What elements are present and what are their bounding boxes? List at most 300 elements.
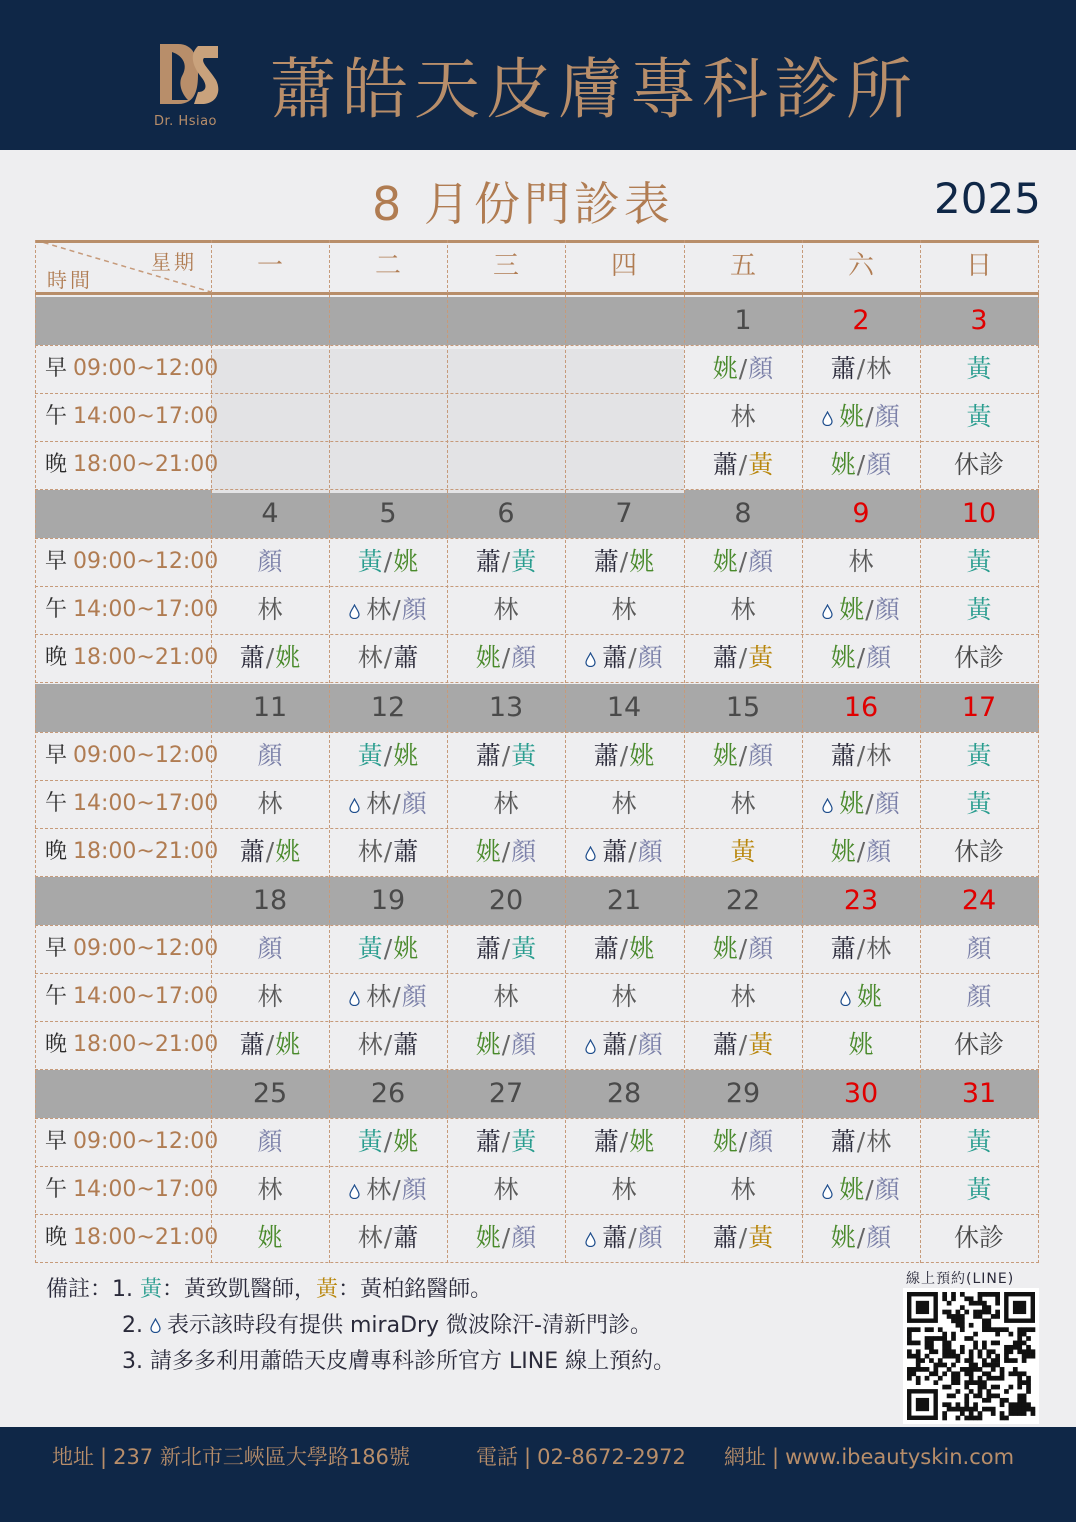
schedule-cell — [447, 1118, 565, 1166]
doctor-separator: / — [856, 643, 866, 672]
doctor-name: 黃 — [966, 402, 992, 431]
doctor-separator: / — [865, 789, 874, 818]
session-time: 18:00~21:00 — [73, 645, 219, 670]
date-number: 8 — [734, 498, 752, 529]
schedule-cell — [211, 586, 329, 634]
doctor-separator: / — [619, 741, 629, 770]
session-label — [45, 441, 219, 489]
doctor-name: 林 — [257, 982, 283, 1011]
date-number: 23 — [843, 885, 879, 916]
doctor-separator: / — [738, 1127, 748, 1156]
doctor-name: 林 — [357, 1030, 383, 1059]
doctor-separator: / — [383, 1223, 393, 1252]
session-time: 18:00~21:00 — [73, 1225, 219, 1250]
note-1-doctor-a: 黃 — [140, 1277, 163, 1302]
doctor-name: 蕭 — [593, 1127, 619, 1156]
schedule-cell — [684, 1214, 802, 1262]
doctor-name: 姚 — [475, 1030, 501, 1059]
doctor-name: 黃 — [966, 1175, 992, 1204]
weekday-header: 日 — [965, 251, 992, 281]
doctor-separator: / — [501, 643, 511, 672]
schedule-cell — [211, 828, 329, 876]
doctor-name: 蕭 — [475, 547, 501, 576]
doctor-separator: / — [738, 934, 748, 963]
doctor-separator: / — [619, 934, 629, 963]
water-drop-icon — [349, 604, 360, 619]
doctor-separator: / — [856, 741, 866, 770]
doctor-name: 黃 — [357, 741, 383, 770]
doctor-name: 黃 — [966, 741, 992, 770]
doctor-name: 黃 — [966, 547, 992, 576]
schedule-cell — [565, 538, 683, 586]
header-time-label: 時間 — [47, 268, 93, 292]
schedule-cell — [329, 925, 447, 973]
doctor-name: 蕭 — [475, 1127, 501, 1156]
doctor-name: 林 — [730, 982, 756, 1011]
weekday-header: 三 — [492, 251, 519, 281]
doctor-name: 姚 — [393, 741, 419, 770]
schedule-cell — [684, 538, 802, 586]
date-number: 10 — [961, 498, 997, 529]
session-label — [45, 1118, 219, 1166]
doctor-name: 姚 — [712, 547, 738, 576]
schedule-cell — [684, 1166, 802, 1214]
notes-prefix: 備註： — [46, 1277, 113, 1302]
phone-value[interactable]: 02-8672-2972 — [537, 1445, 686, 1469]
doctor-name: 蕭 — [602, 643, 628, 672]
doctor-name: 黃 — [748, 643, 774, 672]
doctor-name: 林 — [730, 595, 756, 624]
session-period: 早 — [45, 549, 68, 574]
schedule-cell — [802, 973, 920, 1021]
schedule-cell — [565, 634, 683, 682]
doctor-name: 姚 — [629, 934, 655, 963]
session-period: 晚 — [45, 645, 68, 670]
session-time: 14:00~17:00 — [73, 597, 219, 622]
note-1-doctor-b: 黃 — [316, 1277, 339, 1302]
doctor-name: 黃 — [748, 450, 774, 479]
water-drop-icon — [585, 652, 596, 667]
date-number: 31 — [961, 1078, 997, 1109]
doctor-name: 黃 — [357, 547, 383, 576]
note-1-number: 1. — [112, 1277, 134, 1302]
schedule-cell — [447, 634, 565, 682]
schedule-cell — [329, 538, 447, 586]
doctor-name: 顏 — [511, 643, 537, 672]
schedule-cell — [565, 1118, 683, 1166]
date-number: 20 — [488, 885, 524, 916]
schedule-cell — [684, 925, 802, 973]
session-label — [45, 586, 219, 634]
session-time: 18:00~21:00 — [73, 1032, 219, 1057]
doctor-name: 顏 — [874, 789, 900, 818]
doctor-name: 顏 — [511, 1030, 537, 1059]
doctor-name: 姚 — [629, 547, 655, 576]
schedule-cell — [920, 634, 1038, 682]
web-label: 網址 — [724, 1445, 766, 1469]
water-drop-icon — [585, 1232, 596, 1247]
doctor-separator: / — [501, 934, 511, 963]
session-time: 09:00~12:00 — [73, 743, 219, 768]
session-label — [45, 634, 219, 682]
doctor-separator: / — [865, 402, 874, 431]
note-3-text: 請多多利用蕭皓天皮膚專科診所官方 LINE 線上預約。 — [150, 1349, 676, 1374]
session-time: 18:00~21:00 — [73, 839, 219, 864]
date-number: 18 — [252, 885, 288, 916]
schedule-cell — [802, 1166, 920, 1214]
date-number: 4 — [261, 498, 279, 529]
session-label — [45, 732, 219, 780]
doctor-separator: / — [383, 934, 393, 963]
line-qr-code[interactable] — [903, 1288, 1039, 1424]
session-period: 早 — [45, 356, 68, 381]
date-number: 16 — [843, 692, 879, 723]
note-3-number: 3. — [122, 1349, 143, 1374]
doctor-separator: / — [738, 547, 748, 576]
date-number: 19 — [370, 885, 406, 916]
date-number: 27 — [488, 1078, 524, 1109]
schedule-cell — [802, 345, 920, 393]
doctor-name: 蕭 — [602, 1030, 628, 1059]
schedule-cell — [447, 586, 565, 634]
logo-text: Dr. Hsiao — [154, 114, 218, 129]
doctor-name: 林 — [493, 595, 519, 624]
water-drop-icon — [840, 991, 851, 1006]
session-time: 09:00~12:00 — [73, 936, 219, 961]
doctor-name: 顏 — [874, 402, 900, 431]
schedule-cell — [802, 1021, 920, 1069]
schedule-cell — [565, 973, 683, 1021]
doctor-separator: / — [856, 354, 866, 383]
schedule-cell — [447, 1021, 565, 1069]
doctor-name: 蕭 — [830, 934, 856, 963]
date-number: 11 — [252, 692, 288, 723]
doctor-name: 姚 — [275, 837, 301, 866]
schedule-cell — [211, 780, 329, 828]
session-label — [45, 973, 219, 1021]
doctor-name: 顏 — [401, 789, 427, 818]
doctor-name: 姚 — [629, 741, 655, 770]
doctor-name: 顏 — [866, 643, 892, 672]
schedule-cell — [447, 1214, 565, 1262]
schedule-cell — [684, 441, 802, 489]
doctor-name: 顏 — [401, 1175, 427, 1204]
doctor-name: 姚 — [830, 1223, 856, 1252]
doctor-separator: / — [619, 547, 629, 576]
schedule-year: 2025 — [934, 174, 1041, 223]
schedule-cell — [447, 732, 565, 780]
doctor-name: 林 — [493, 1175, 519, 1204]
schedule-cell — [447, 973, 565, 1021]
grid-line — [35, 1262, 1039, 1263]
doctor-name: 林 — [357, 643, 383, 672]
doctor-separator: / — [392, 982, 401, 1011]
schedule-cell — [565, 780, 683, 828]
date-number: 7 — [615, 498, 633, 529]
date-number: 30 — [843, 1078, 879, 1109]
doctor-name: 顏 — [511, 837, 537, 866]
schedule-cell — [920, 345, 1038, 393]
footer-address: 地址 | 237 新北市三峽區大學路186號 — [52, 1445, 410, 1469]
schedule-cell — [211, 973, 329, 1021]
doctor-name: 顏 — [866, 1223, 892, 1252]
grid-line — [35, 682, 1039, 683]
schedule-cell — [211, 1166, 329, 1214]
session-period: 午 — [45, 791, 68, 816]
doctor-name: 黃 — [511, 934, 537, 963]
schedule-cell — [684, 828, 802, 876]
doctor-name: 林 — [611, 789, 637, 818]
schedule-cell — [802, 925, 920, 973]
schedule-cell — [329, 732, 447, 780]
date-number: 24 — [961, 885, 997, 916]
schedule-cell — [802, 828, 920, 876]
doctor-name: 蕭 — [239, 643, 265, 672]
doctor-separator: / — [501, 1223, 511, 1252]
doctor-name: 蕭 — [712, 450, 738, 479]
schedule-cell — [920, 586, 1038, 634]
doctor-name: 黃 — [357, 1127, 383, 1156]
schedule-cell — [329, 586, 447, 634]
doctor-name: 顏 — [637, 1223, 663, 1252]
address-value: 237 新北市三峽區大學路186號 — [113, 1445, 410, 1469]
weekday-header: 二 — [374, 251, 401, 281]
doctor-name: 顏 — [748, 354, 774, 383]
doctor-name: 林 — [366, 595, 392, 624]
session-period: 晚 — [45, 1225, 68, 1250]
schedule-cell — [447, 828, 565, 876]
schedule-cell — [684, 393, 802, 441]
schedule-cell — [329, 973, 447, 1021]
doctor-name: 休診 — [953, 450, 1004, 479]
doctor-name: 姚 — [275, 643, 301, 672]
doctor-name: 蕭 — [830, 1127, 856, 1156]
schedule-cell — [802, 634, 920, 682]
doctor-separator: / — [383, 1127, 393, 1156]
doctor-name: 顏 — [401, 982, 427, 1011]
schedule-cell — [920, 393, 1038, 441]
session-label — [45, 393, 219, 441]
session-period: 早 — [45, 743, 68, 768]
session-time: 14:00~17:00 — [73, 791, 219, 816]
doctor-separator: / — [856, 450, 866, 479]
water-drop-icon — [585, 846, 596, 861]
note-2-text: 表示該時段有提供 miraDry 微波除汗-清新門診。 — [167, 1313, 653, 1338]
schedule-cell — [920, 1166, 1038, 1214]
date-number: 12 — [370, 692, 406, 723]
schedule-cell — [920, 538, 1038, 586]
schedule-cell — [329, 1118, 447, 1166]
session-time: 09:00~12:00 — [73, 1129, 219, 1154]
weekday-header: 一 — [256, 251, 283, 281]
doctor-name: 林 — [866, 1127, 892, 1156]
schedule-cell — [211, 925, 329, 973]
doctor-name: 姚 — [393, 547, 419, 576]
footer-website: 網址 | www.ibeautyskin.com — [724, 1445, 1015, 1469]
doctor-name: 顏 — [748, 547, 774, 576]
schedule-cell — [684, 586, 802, 634]
note-1-doctor-a-text: ：黃致凱醫師， — [162, 1277, 317, 1302]
doctor-separator: / — [383, 1030, 393, 1059]
doctor-name: 姚 — [475, 837, 501, 866]
web-link[interactable]: www.ibeautyskin.com — [785, 1445, 1015, 1469]
doctor-separator: / — [628, 837, 637, 866]
doctor-name: 姚 — [848, 1030, 874, 1059]
water-drop-icon — [349, 1184, 360, 1199]
schedule-cell — [920, 1214, 1038, 1262]
weekday-header: 六 — [847, 251, 874, 281]
doctor-name: 蕭 — [602, 1223, 628, 1252]
doctor-separator: / — [865, 595, 874, 624]
date-number: 5 — [379, 498, 397, 529]
schedule-cell — [802, 393, 920, 441]
clinic-logo — [150, 42, 230, 132]
doctor-name: 姚 — [275, 1030, 301, 1059]
qr-label: 線上預約(LINE) — [906, 1271, 1015, 1287]
doctor-name: 蕭 — [593, 934, 619, 963]
doctor-name: 林 — [866, 934, 892, 963]
doctor-name: 顏 — [748, 741, 774, 770]
doctor-name: 黃 — [730, 837, 756, 866]
doctor-name: 林 — [866, 741, 892, 770]
schedule-cell — [920, 973, 1038, 1021]
schedule-cell — [565, 925, 683, 973]
schedule-cell — [802, 1118, 920, 1166]
header-banner — [0, 0, 1076, 150]
doctor-name: 蕭 — [830, 354, 856, 383]
doctor-name: 林 — [366, 1175, 392, 1204]
session-label — [45, 780, 219, 828]
schedule-cell — [329, 780, 447, 828]
doctor-separator: / — [383, 837, 393, 866]
water-drop-icon — [822, 798, 833, 813]
doctor-name: 顏 — [257, 1127, 283, 1156]
doctor-name: 顏 — [874, 1175, 900, 1204]
session-time: 14:00~17:00 — [73, 404, 219, 429]
water-drop-icon — [349, 991, 360, 1006]
doctor-separator: / — [619, 1127, 629, 1156]
clinic-name: 蕭皓天皮膚專科診所 — [270, 51, 918, 128]
doctor-name: 蕭 — [712, 1223, 738, 1252]
date-number: 15 — [725, 692, 761, 723]
date-number: 25 — [252, 1078, 288, 1109]
footer — [0, 1427, 1076, 1522]
date-number: 26 — [370, 1078, 406, 1109]
doctor-name: 蕭 — [393, 1223, 419, 1252]
doctor-name: 林 — [730, 789, 756, 818]
session-time: 09:00~12:00 — [73, 549, 219, 574]
schedule-cell — [802, 780, 920, 828]
address-label: 地址 — [52, 1445, 94, 1469]
doctor-name: 顏 — [257, 547, 283, 576]
doctor-name: 林 — [257, 595, 283, 624]
doctor-name: 姚 — [393, 934, 419, 963]
doctor-separator: / — [383, 741, 393, 770]
doctor-name: 姚 — [629, 1127, 655, 1156]
doctor-name: 黃 — [511, 741, 537, 770]
doctor-name: 姚 — [839, 595, 865, 624]
date-number: 6 — [497, 498, 515, 529]
doctor-name: 顏 — [866, 450, 892, 479]
session-label — [45, 345, 219, 393]
schedule-cell — [684, 973, 802, 1021]
session-label — [45, 828, 219, 876]
doctor-separator: / — [392, 595, 401, 624]
water-drop-icon — [822, 604, 833, 619]
schedule-cell — [802, 732, 920, 780]
note-2-number: 2. — [122, 1313, 143, 1338]
date-number: 9 — [852, 498, 870, 529]
doctor-name: 顏 — [748, 1127, 774, 1156]
date-number: 22 — [725, 885, 761, 916]
session-period: 午 — [45, 597, 68, 622]
doctor-name: 林 — [493, 982, 519, 1011]
doctor-name: 顏 — [637, 1030, 663, 1059]
doctor-separator: / — [501, 1127, 511, 1156]
water-drop-icon — [585, 1039, 596, 1054]
doctor-name: 蕭 — [712, 1030, 738, 1059]
doctor-name: 姚 — [830, 450, 856, 479]
schedule-cell — [211, 538, 329, 586]
doctor-separator: / — [383, 547, 393, 576]
schedule-cell — [329, 1021, 447, 1069]
doctor-name: 林 — [730, 402, 756, 431]
note-line-3 — [122, 1344, 675, 1375]
water-drop-icon — [349, 798, 360, 813]
doctor-name: 黃 — [357, 934, 383, 963]
date-number: 13 — [488, 692, 524, 723]
doctor-name: 蕭 — [475, 741, 501, 770]
date-number: 28 — [606, 1078, 642, 1109]
doctor-separator: / — [265, 1030, 275, 1059]
doctor-name: 休診 — [953, 1030, 1004, 1059]
doctor-separator: / — [738, 643, 748, 672]
date-number: 1 — [734, 305, 752, 336]
doctor-separator: / — [392, 789, 401, 818]
schedule-cell — [920, 1021, 1038, 1069]
schedule-table — [35, 240, 1039, 1263]
schedule-cell — [920, 925, 1038, 973]
doctor-name: 蕭 — [475, 934, 501, 963]
doctor-separator: / — [501, 741, 511, 770]
water-drop-icon — [822, 411, 833, 426]
schedule-cell — [329, 1166, 447, 1214]
schedule-cell — [802, 1214, 920, 1262]
doctor-name: 姚 — [830, 643, 856, 672]
doctor-name: 林 — [611, 595, 637, 624]
doctor-name: 蕭 — [393, 1030, 419, 1059]
doctor-separator: / — [738, 1223, 748, 1252]
doctor-separator: / — [383, 643, 393, 672]
schedule-cell — [802, 538, 920, 586]
doctor-name: 姚 — [393, 1127, 419, 1156]
doctor-name: 林 — [493, 789, 519, 818]
phone-label: 電話 — [476, 1445, 518, 1469]
doctor-name: 蕭 — [593, 547, 619, 576]
doctor-separator: / — [865, 1175, 874, 1204]
schedule-cell — [447, 925, 565, 973]
date-number: 3 — [970, 305, 988, 336]
session-label — [45, 1166, 219, 1214]
doctor-name: 姚 — [830, 837, 856, 866]
doctor-name: 林 — [730, 1175, 756, 1204]
session-label — [45, 538, 219, 586]
schedule-title: 8 月份門診表 — [372, 177, 674, 231]
date-number: 2 — [852, 305, 870, 336]
schedule-cell — [211, 1214, 329, 1262]
session-label — [45, 1021, 219, 1069]
doctor-name: 黃 — [966, 354, 992, 383]
